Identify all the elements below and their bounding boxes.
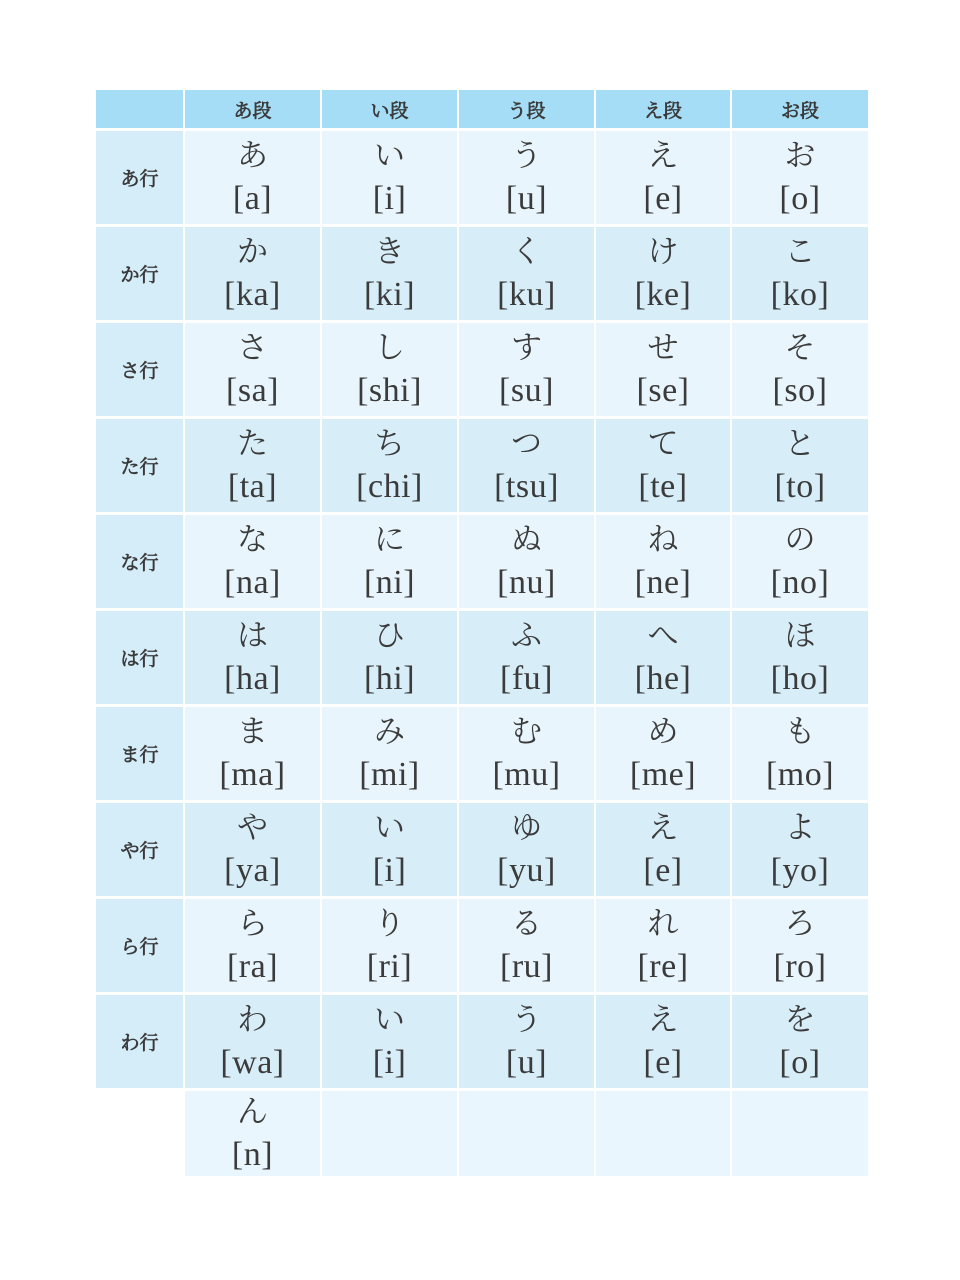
kana-cell-ra-i [322, 899, 457, 992]
kana-character: う [511, 137, 542, 174]
kana-character: ぬ [511, 521, 542, 558]
kana-cell-ka-i [322, 227, 457, 320]
kana-character: え [647, 1001, 679, 1038]
hiragana-chart [96, 90, 868, 1176]
empty-cell [322, 1091, 457, 1176]
kana-cell-a-u [459, 131, 594, 224]
kana-cell-ma-e [596, 707, 730, 800]
romaji-reading: [i] [372, 179, 407, 217]
kana-character: め [647, 713, 679, 750]
kana-character: と [784, 425, 816, 462]
romaji-reading: [no] [770, 563, 830, 601]
kana-cell-ya-i [322, 803, 457, 896]
kana-character: ち [374, 425, 405, 462]
romaji-reading: [su] [499, 371, 554, 409]
romaji-reading: [so] [772, 371, 828, 409]
romaji-reading: [re] [637, 947, 689, 985]
kana-character: ん [237, 1093, 268, 1130]
romaji-reading: [n] [231, 1135, 274, 1173]
empty-cell [596, 1091, 730, 1176]
kana-cell-ka-o [732, 227, 868, 320]
kana-cell-ka-a [185, 227, 320, 320]
kana-cell-na-e [596, 515, 730, 608]
kana-cell-ka-u [459, 227, 594, 320]
kana-character: な [237, 521, 268, 558]
kana-character: お [784, 137, 816, 174]
kana-character: せ [647, 329, 679, 366]
kana-cell-ta-a [185, 419, 320, 512]
kana-cell-ra-o [732, 899, 868, 992]
row-header-wa-gyou: わ行 [96, 995, 183, 1088]
romaji-reading: [yo] [770, 851, 830, 889]
kana-cell-ma-u [459, 707, 594, 800]
column-header-e-dan: え段 [596, 90, 730, 128]
romaji-reading: [i] [372, 851, 407, 889]
kana-character: つ [511, 425, 542, 462]
kana-cell-ya-e [596, 803, 730, 896]
romaji-reading: [ne] [634, 563, 692, 601]
romaji-reading: [sa] [226, 371, 279, 409]
romaji-reading: [fu] [500, 659, 553, 697]
kana-character: み [374, 713, 405, 750]
row-header-sa-gyou: さ行 [96, 323, 183, 416]
kana-character: も [784, 713, 816, 750]
kana-character: き [374, 233, 405, 270]
romaji-reading: [ko] [770, 275, 830, 313]
romaji-reading: [ya] [224, 851, 281, 889]
kana-character: ね [647, 521, 679, 558]
row-header-ha-gyou: は行 [96, 611, 183, 704]
romaji-reading: [ru] [500, 947, 553, 985]
kana-character: う [511, 1001, 542, 1038]
kana-character: こ [784, 233, 816, 270]
kana-cell-a-o [732, 131, 868, 224]
romaji-reading: [to] [774, 467, 826, 505]
kana-cell-na-a [185, 515, 320, 608]
kana-cell-ha-u [459, 611, 594, 704]
kana-cell-ta-u [459, 419, 594, 512]
kana-cell-ya-u [459, 803, 594, 896]
kana-character: か [237, 233, 268, 270]
romaji-reading: [ku] [497, 275, 556, 313]
column-header-u-dan: う段 [459, 90, 594, 128]
kana-character: ほ [784, 617, 816, 654]
kana-cell-ra-a [185, 899, 320, 992]
kana-cell-a-e [596, 131, 730, 224]
kana-cell-ha-i [322, 611, 457, 704]
row-header-ma-gyou: ま行 [96, 707, 183, 800]
kana-cell-sa-a [185, 323, 320, 416]
column-header-o-dan: お段 [732, 90, 868, 128]
empty-cell [459, 1091, 594, 1176]
kana-character: く [511, 233, 542, 270]
romaji-reading: [e] [643, 851, 683, 889]
romaji-reading: [te] [638, 467, 688, 505]
kana-character: よ [784, 809, 816, 846]
kana-character: の [784, 521, 816, 558]
kana-character: て [647, 425, 679, 462]
kana-character: え [647, 809, 679, 846]
kana-cell-na-u [459, 515, 594, 608]
kana-character: へ [647, 617, 679, 654]
kana-cell-wa-e [596, 995, 730, 1088]
row-header-ta-gyou: た行 [96, 419, 183, 512]
kana-character: る [511, 905, 542, 942]
kana-cell-a-i [322, 131, 457, 224]
romaji-reading: [ho] [770, 659, 830, 697]
romaji-reading: [e] [643, 179, 683, 217]
kana-cell-ta-i [322, 419, 457, 512]
kana-cell-ya-a [185, 803, 320, 896]
romaji-reading: [he] [634, 659, 692, 697]
kana-character: ゆ [511, 809, 542, 846]
romaji-reading: [ta] [227, 467, 278, 505]
kana-character: ひ [374, 617, 405, 654]
column-header-a-dan: あ段 [185, 90, 320, 128]
kana-cell-ma-o [732, 707, 868, 800]
kana-character: ろ [784, 905, 816, 942]
kana-character: ま [237, 713, 268, 750]
kana-character: け [647, 233, 679, 270]
romaji-reading: [u] [505, 179, 548, 217]
romaji-reading: [ki] [363, 275, 416, 313]
romaji-reading: [ra] [226, 947, 279, 985]
romaji-reading: [i] [372, 1043, 407, 1081]
romaji-reading: [ke] [634, 275, 692, 313]
kana-cell-n [185, 1091, 320, 1176]
kana-character: す [511, 329, 542, 366]
kana-character: い [374, 137, 405, 174]
kana-character: し [374, 329, 405, 366]
kana-cell-wa-i [322, 995, 457, 1088]
kana-cell-ka-e [596, 227, 730, 320]
kana-character: り [374, 905, 405, 942]
romaji-reading: [me] [629, 755, 697, 793]
kana-character: あ [237, 137, 268, 174]
romaji-reading: [ha] [224, 659, 281, 697]
kana-cell-ta-o [732, 419, 868, 512]
kana-cell-sa-e [596, 323, 730, 416]
romaji-reading: [shi] [357, 371, 422, 409]
romaji-reading: [se] [636, 371, 690, 409]
kana-character: は [237, 617, 268, 654]
kana-cell-na-o [732, 515, 868, 608]
romaji-reading: [mo] [765, 755, 835, 793]
kana-cell-ma-a [185, 707, 320, 800]
row-header-ya-gyou: や行 [96, 803, 183, 896]
kana-character: さ [237, 329, 268, 366]
kana-cell-ma-i [322, 707, 457, 800]
kana-character: れ [647, 905, 679, 942]
row-header-na-gyou: な行 [96, 515, 183, 608]
romaji-reading: [a] [232, 179, 273, 217]
kana-character: い [374, 1001, 405, 1038]
romaji-reading: [o] [779, 179, 821, 217]
kana-cell-na-i [322, 515, 457, 608]
kana-character: わ [237, 1001, 268, 1038]
romaji-reading: [nu] [497, 563, 556, 601]
romaji-reading: [na] [224, 563, 281, 601]
romaji-reading: [u] [505, 1043, 548, 1081]
kana-cell-ya-o [732, 803, 868, 896]
empty-cell [732, 1091, 868, 1176]
kana-cell-ha-a [185, 611, 320, 704]
romaji-reading: [mu] [492, 755, 561, 793]
kana-cell-ta-e [596, 419, 730, 512]
row-header-ra-gyou: ら行 [96, 899, 183, 992]
romaji-reading: [mi] [359, 755, 420, 793]
romaji-reading: [ni] [363, 563, 416, 601]
romaji-reading: [ma] [219, 755, 286, 793]
kana-cell-sa-u [459, 323, 594, 416]
kana-character: む [511, 713, 542, 750]
romaji-reading: [o] [779, 1043, 821, 1081]
kana-character: い [374, 809, 405, 846]
header-corner [96, 90, 183, 128]
romaji-reading: [yu] [497, 851, 556, 889]
romaji-reading: [ro] [773, 947, 827, 985]
kana-cell-wa-a [185, 995, 320, 1088]
romaji-reading: [ka] [224, 275, 281, 313]
n-row-blank-label [96, 1091, 183, 1176]
kana-cell-sa-i [322, 323, 457, 416]
kana-character: や [237, 809, 268, 846]
gojuon-table [96, 90, 868, 1176]
kana-character: そ [784, 329, 816, 366]
romaji-reading: [chi] [356, 467, 423, 505]
kana-character: を [784, 1001, 816, 1038]
kana-cell-ra-u [459, 899, 594, 992]
romaji-reading: [hi] [363, 659, 416, 697]
kana-character: ら [237, 905, 268, 942]
kana-cell-wa-u [459, 995, 594, 1088]
kana-character: に [374, 521, 405, 558]
kana-character: た [237, 425, 268, 462]
romaji-reading: [tsu] [494, 467, 559, 505]
column-header-i-dan: い段 [322, 90, 457, 128]
kana-character: え [647, 137, 679, 174]
kana-cell-sa-o [732, 323, 868, 416]
kana-cell-ha-e [596, 611, 730, 704]
row-header-ka-gyou: か行 [96, 227, 183, 320]
romaji-reading: [wa] [220, 1043, 285, 1081]
kana-cell-ha-o [732, 611, 868, 704]
kana-character: ふ [511, 617, 542, 654]
romaji-reading: [ri] [366, 947, 413, 985]
row-header-a-gyou: あ行 [96, 131, 183, 224]
kana-cell-wa-o [732, 995, 868, 1088]
romaji-reading: [e] [643, 1043, 683, 1081]
kana-cell-ra-e [596, 899, 730, 992]
kana-cell-a-a [185, 131, 320, 224]
